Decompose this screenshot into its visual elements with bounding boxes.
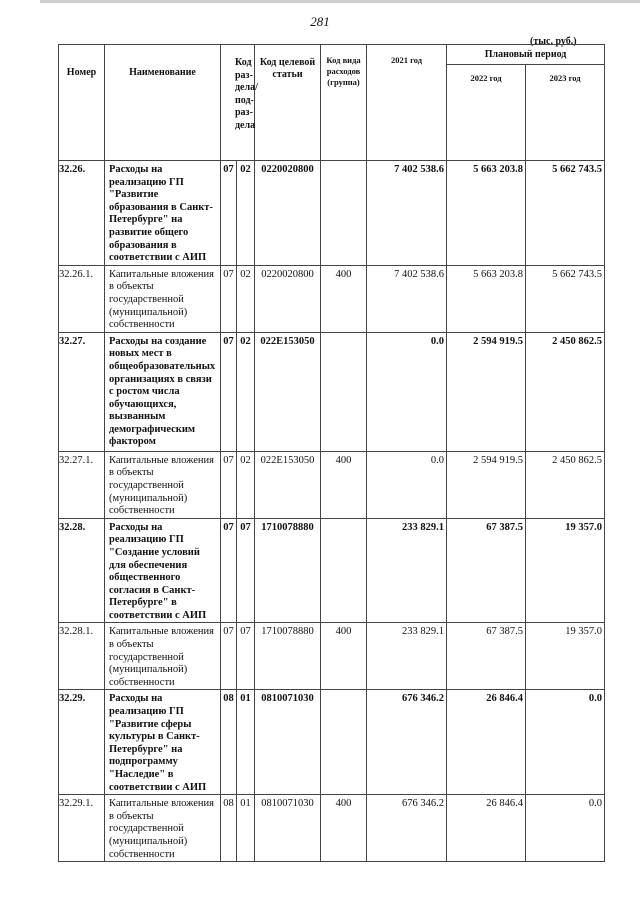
row-amount-2023: 5 662 743.5: [526, 161, 605, 266]
row-amount-2021: 676 346.2: [367, 690, 447, 795]
header-name: Наименование: [105, 45, 221, 161]
row-expense-type: [321, 332, 367, 451]
header-year-2023: 2023 год: [526, 65, 605, 161]
row-section: 07: [221, 518, 237, 623]
units-label: (тыс. руб.): [530, 36, 577, 47]
row-amount-2023: 0.0: [526, 690, 605, 795]
row-amount-2021: 0.0: [367, 332, 447, 451]
row-number: 32.26.1.: [59, 265, 105, 332]
row-name: Капитальные вложения в объекты государственной (муниципальной) собственности: [105, 265, 221, 332]
row-section: 07: [221, 161, 237, 266]
row-number: 32.27.1.: [59, 451, 105, 518]
row-subsection: 02: [237, 451, 255, 518]
row-subsection: 07: [237, 518, 255, 623]
table-row: [59, 161, 605, 266]
row-subsection: 01: [237, 795, 255, 862]
row-expense-type: 400: [321, 451, 367, 518]
row-name: Капитальные вложения в объекты государственной (муниципальной) собственности: [105, 623, 221, 690]
row-number: 32.27.: [59, 332, 105, 451]
header-year-2021: 2021 год: [367, 45, 447, 161]
row-subsection: 02: [237, 265, 255, 332]
row-number: 32.29.1.: [59, 795, 105, 862]
table-row: [59, 690, 605, 795]
row-target-code: 0810071030: [255, 690, 321, 795]
row-subsection: 01: [237, 690, 255, 795]
row-amount-2022: 2 594 919.5: [447, 332, 526, 451]
row-amount-2022: 2 594 919.5: [447, 451, 526, 518]
row-subsection: 02: [237, 161, 255, 266]
row-name: Капитальные вложения в объекты государственной (муниципальной) собственности: [105, 795, 221, 862]
page-number: 281: [310, 14, 330, 29]
row-expense-type: [321, 518, 367, 623]
row-target-code: 022E153050: [255, 332, 321, 451]
row-amount-2021: 233 829.1: [367, 623, 447, 690]
header-year-2022: 2022 год: [447, 65, 526, 161]
row-target-code: 022E153050: [255, 451, 321, 518]
row-amount-2023: 5 662 743.5: [526, 265, 605, 332]
header-target: Код целевой статьи: [255, 45, 321, 161]
row-number: 32.28.: [59, 518, 105, 623]
row-amount-2022: 67 387.5: [447, 518, 526, 623]
table-row: [59, 518, 605, 623]
row-amount-2021: 0.0: [367, 451, 447, 518]
row-subsection: 07: [237, 623, 255, 690]
row-number: 32.29.: [59, 690, 105, 795]
row-amount-2023: 19 357.0: [526, 518, 605, 623]
header-number: Номер: [59, 45, 105, 161]
row-expense-type: 400: [321, 795, 367, 862]
row-amount-2023: 0.0: [526, 795, 605, 862]
row-name: Расходы на реализацию ГП "Развитие сферы культуры в Санкт-Петербурге" на подпрограмму "Наследие" в соответствии с АИП: [105, 690, 221, 795]
row-amount-2022: 5 663 203.8: [447, 161, 526, 266]
row-amount-2022: 5 663 203.8: [447, 265, 526, 332]
row-name: Капитальные вложения в объекты государственной (муниципальной) собственности: [105, 451, 221, 518]
row-section: 07: [221, 623, 237, 690]
row-section: 07: [221, 332, 237, 451]
header-planned-period: Плановый период: [447, 45, 605, 65]
row-amount-2022: 26 846.4: [447, 795, 526, 862]
row-amount-2021: 7 402 538.6: [367, 265, 447, 332]
row-expense-type: [321, 690, 367, 795]
header-row-top: [59, 45, 605, 65]
row-target-code: 1710078880: [255, 518, 321, 623]
header-section: Код раз-дела/ под-раз-дела: [221, 45, 255, 161]
row-amount-2021: 676 346.2: [367, 795, 447, 862]
table-row: [59, 451, 605, 518]
budget-table: [58, 44, 605, 862]
row-amount-2023: 2 450 862.5: [526, 451, 605, 518]
row-amount-2023: 2 450 862.5: [526, 332, 605, 451]
row-amount-2022: 67 387.5: [447, 623, 526, 690]
row-name: Расходы на создание новых мест в общеобразовательных организациях в связи с ростом числа обучающихся, вызванным демографическим фактором: [105, 332, 221, 451]
row-section: 08: [221, 795, 237, 862]
row-section: 07: [221, 451, 237, 518]
row-name: Расходы на реализацию ГП "Создание условий для обеспечения общественного согласия в Санкт-Петербурге" в соответствии с АИП: [105, 518, 221, 623]
row-number: 32.26.: [59, 161, 105, 266]
row-expense-type: 400: [321, 623, 367, 690]
table-row: [59, 332, 605, 451]
table-row: [59, 265, 605, 332]
row-amount-2021: 7 402 538.6: [367, 161, 447, 266]
row-amount-2022: 26 846.4: [447, 690, 526, 795]
table-row: [59, 795, 605, 862]
header-expense-type: Код вида расходов (группа): [321, 45, 367, 161]
row-target-code: 0220020800: [255, 265, 321, 332]
row-expense-type: 400: [321, 265, 367, 332]
row-subsection: 02: [237, 332, 255, 451]
row-target-code: 1710078880: [255, 623, 321, 690]
row-name: Расходы на реализацию ГП "Развитие образования в Санкт-Петербурге" на развитие общего образования в соответствии с АИП: [105, 161, 221, 266]
table-row: [59, 623, 605, 690]
row-target-code: 0220020800: [255, 161, 321, 266]
row-amount-2023: 19 357.0: [526, 623, 605, 690]
row-number: 32.28.1.: [59, 623, 105, 690]
scan-top-edge: [40, 0, 640, 3]
row-amount-2021: 233 829.1: [367, 518, 447, 623]
row-expense-type: [321, 161, 367, 266]
row-section: 08: [221, 690, 237, 795]
row-target-code: 0810071030: [255, 795, 321, 862]
row-section: 07: [221, 265, 237, 332]
